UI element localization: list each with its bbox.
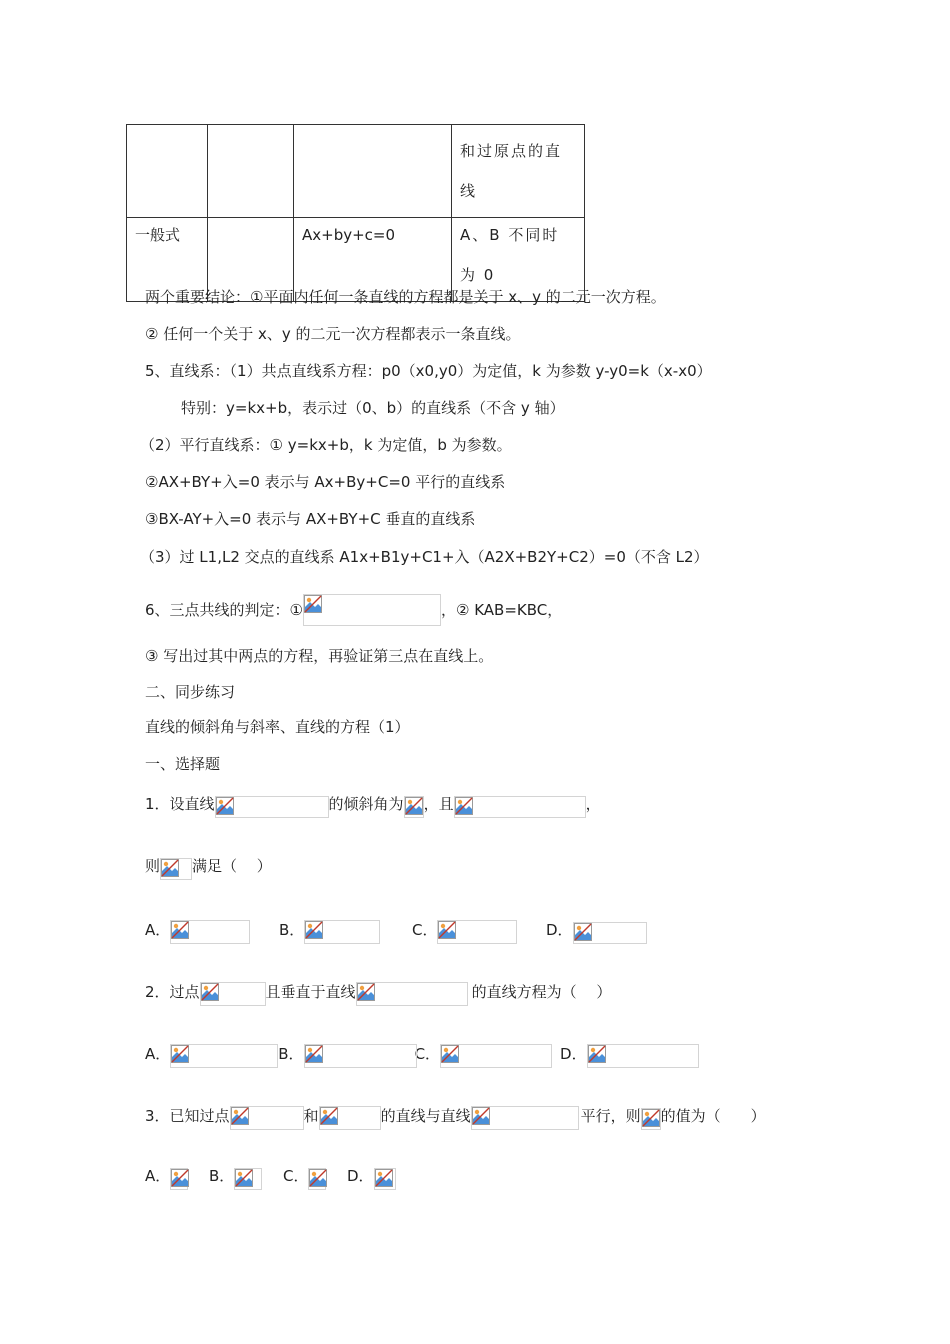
formula-image [437, 920, 517, 944]
broken-image-icon [161, 859, 179, 877]
option-label: A． [145, 1045, 171, 1063]
formula-image [170, 920, 250, 944]
conclusion-2: ② 任何一个关于 x、y 的二元一次方程都表示一条直线。 [145, 325, 521, 343]
broken-image-icon [171, 1169, 189, 1187]
option-label: C． [283, 1167, 309, 1185]
broken-image-icon [455, 797, 473, 815]
q3-text: 3．已知过点 [145, 1107, 230, 1125]
q2-text: 且垂直于直线 [265, 983, 356, 1001]
table-cell-text: 一般式 [135, 226, 181, 244]
broken-image-icon [171, 1045, 189, 1063]
question-1 [145, 790, 601, 818]
option-label: C． [414, 1045, 441, 1063]
option-c[interactable] [283, 1162, 347, 1190]
q1-text: ， [585, 795, 601, 813]
formula-image [170, 1044, 278, 1068]
broken-image-icon [320, 1107, 338, 1125]
table-cell-text: A、B 不同时为 0 [460, 226, 560, 284]
broken-image-icon [642, 1109, 660, 1127]
broken-image-icon [171, 921, 189, 939]
broken-image-icon [588, 1045, 606, 1063]
collinear-method-3: ③ 写出过其中两点的方程，再验证第三点在直线上。 [145, 647, 494, 665]
formula-image [230, 1106, 304, 1130]
collinear-text-2: ，② KAB=KBC， [441, 601, 563, 619]
question-3 [145, 1102, 766, 1130]
broken-image-icon [309, 1169, 327, 1187]
broken-image-icon [375, 1169, 393, 1187]
q3-text: 和 [303, 1107, 319, 1125]
option-c[interactable] [415, 1040, 552, 1068]
formula-image [200, 982, 266, 1006]
option-b[interactable] [278, 1040, 416, 1068]
q1-text: 满足（ ） [192, 857, 272, 875]
q3-text: 的值为（ ） [660, 1107, 766, 1125]
broken-image-icon [305, 921, 323, 939]
formula-image [356, 982, 468, 1006]
line-equation-table [126, 124, 585, 302]
formula-image [573, 922, 647, 944]
option-label: D． [560, 1045, 587, 1063]
q2-text: 的直线方程为（ ） [471, 983, 612, 1001]
section-2-title: 二、同步练习 [145, 683, 236, 701]
q3-text: 的直线与直线 [380, 1107, 471, 1125]
option-d[interactable] [347, 1162, 396, 1190]
option-c[interactable] [412, 916, 546, 944]
formula-image [319, 1106, 381, 1130]
line-family-heading: 5、直线系：（1）共点直线系方程：p0（x0,y0）为定值，k 为参数 y-y0=k（x-x0） [145, 362, 712, 380]
formula-image [440, 1044, 552, 1068]
collinear-text-1: 6、三点共线的判定：① [145, 601, 303, 619]
option-label: B． [278, 1045, 304, 1063]
broken-image-icon [305, 1045, 323, 1063]
q2-options [145, 1040, 699, 1068]
conclusion-1: 两个重要结论：①平面内任何一条直线的方程都是关于 x、y 的二元一次方程。 [145, 288, 666, 306]
q3-text: 平行，则 [580, 1107, 641, 1125]
line-family-special: 特别：y=kx+b，表示过（0、b）的直线系（不含 y 轴） [181, 399, 565, 417]
q1-text: ，且 [423, 795, 454, 813]
table-cell [127, 125, 208, 218]
broken-image-icon [472, 1107, 490, 1125]
formula-image [304, 920, 380, 944]
table-cell-text: 和过原点的直线 [460, 142, 563, 200]
table-cell-text: Ax+by+c=0 [302, 226, 396, 244]
formula-image [454, 796, 586, 818]
option-label: B． [209, 1167, 235, 1185]
formula-image [304, 1044, 417, 1068]
collinear-line [145, 590, 562, 624]
broken-image-icon [438, 921, 456, 939]
table-cell [452, 125, 585, 218]
option-label: A． [145, 1167, 171, 1185]
broken-image-icon [357, 983, 375, 1001]
formula-image [160, 858, 192, 880]
option-d[interactable] [546, 916, 647, 944]
broken-image-icon [441, 1045, 459, 1063]
broken-image-icon [405, 797, 423, 815]
q3-options [145, 1162, 396, 1190]
formula-image [404, 796, 424, 818]
section-1-title: 一、选择题 [145, 755, 221, 773]
formula-image [471, 1106, 579, 1130]
broken-image-icon [201, 983, 219, 1001]
q1-text: 则 [145, 857, 161, 875]
broken-image-icon [216, 797, 234, 815]
question-2 [145, 978, 611, 1006]
formula-image [215, 796, 329, 818]
intersection-family: （3）过 L1,L2 交点的直线系 A1x+B1y+C1+入（A2X+B2Y+C2）=0（不含 L2） [140, 548, 709, 566]
q1-options [145, 916, 647, 944]
option-label: C． [412, 921, 438, 939]
formula-image [587, 1044, 699, 1068]
broken-image-icon [304, 595, 322, 613]
formula-image [374, 1168, 396, 1190]
broken-image-icon [574, 923, 592, 941]
topic-title: 直线的倾斜角与斜率、直线的方程（1） [145, 718, 410, 736]
table-cell [208, 125, 294, 218]
option-b[interactable] [279, 916, 412, 944]
option-a[interactable] [145, 916, 279, 944]
parallel-family-2: ②AX+BY+入=0 表示与 Ax+By+C=0 平行的直线系 [145, 473, 506, 491]
broken-image-icon [235, 1169, 253, 1187]
table-cell [294, 125, 452, 218]
option-b[interactable] [209, 1162, 283, 1190]
q2-text: 2．过点 [145, 983, 200, 1001]
option-d[interactable] [560, 1040, 699, 1068]
formula-image [234, 1168, 262, 1190]
question-1-cont [145, 852, 272, 880]
option-a[interactable] [145, 1040, 278, 1068]
q1-text: 1．设直线 [145, 795, 215, 813]
option-label: D． [347, 1167, 374, 1185]
option-label: D． [546, 921, 573, 939]
formula-image [308, 1168, 326, 1190]
formula-image [641, 1108, 661, 1130]
parallel-family: （2）平行直线系：① y=kx+b，k 为定值，b 为参数。 [140, 436, 512, 454]
formula-image [170, 1168, 188, 1190]
q1-text: 的倾斜角为 [328, 795, 404, 813]
formula-image [303, 594, 441, 626]
option-label: B． [279, 921, 305, 939]
broken-image-icon [231, 1107, 249, 1125]
perpendicular-family: ③BX-AY+入=0 表示与 AX+BY+C 垂直的直线系 [145, 510, 476, 528]
option-label: A． [145, 921, 171, 939]
option-a[interactable] [145, 1162, 209, 1190]
